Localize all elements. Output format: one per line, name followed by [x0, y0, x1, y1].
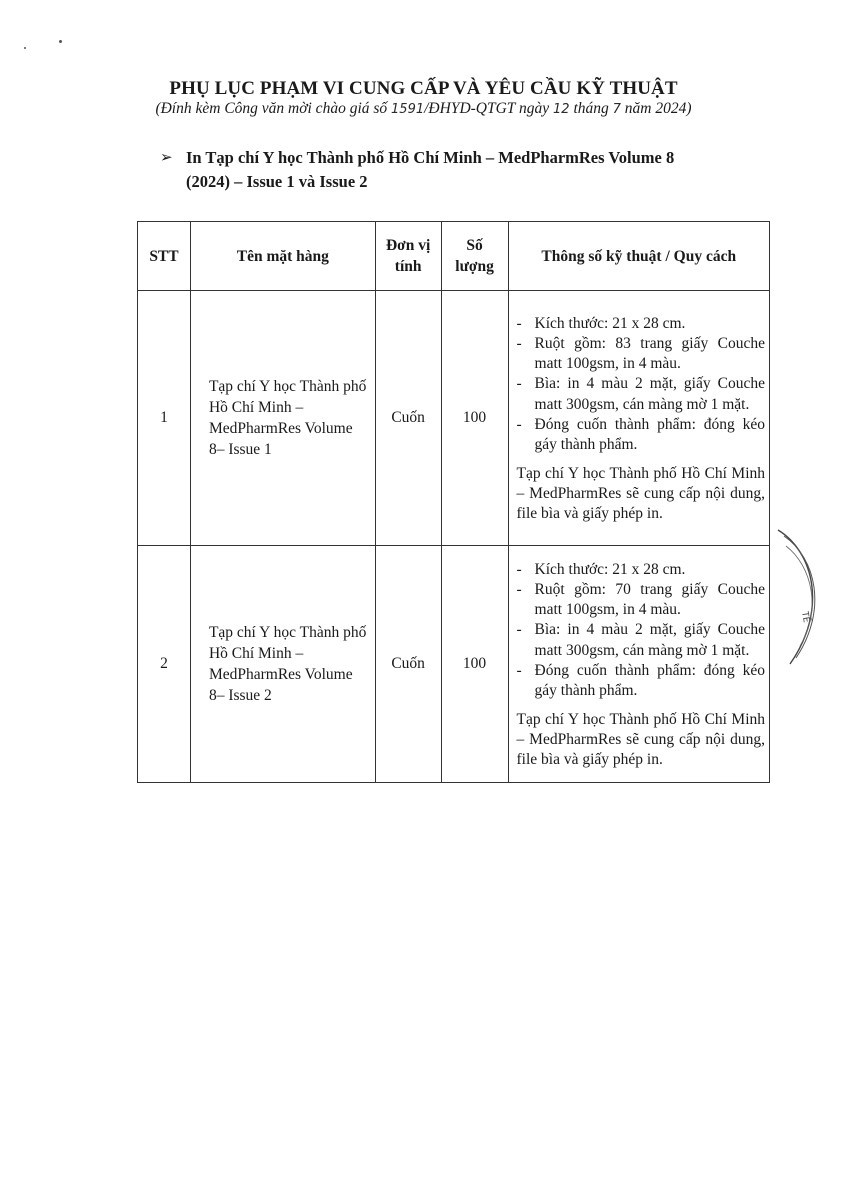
header-name: Tên mặt hàng: [190, 222, 375, 291]
header-quantity-line-1: Số: [466, 237, 483, 254]
spec-item: - Đóng cuốn thành phẩm: đóng kéo gáy thành phẩm.: [513, 661, 765, 702]
header-quantity: [441, 222, 508, 291]
section-heading: [160, 146, 760, 194]
handwritten-month: 7: [612, 102, 621, 117]
subtitle-middle-2: tháng: [569, 100, 613, 117]
stamp-arc-icon: [742, 522, 847, 672]
arrow-bullet-icon: ➢: [160, 150, 173, 166]
scan-speck: [24, 47, 26, 49]
cell-item-name: Tạp chí Y học Thành phố Hồ Chí Minh – MedPharmRes Volume 8– Issue 2: [190, 546, 375, 783]
cell-unit: Cuốn: [375, 546, 441, 783]
spec-item: - Bìa: in 4 màu 2 mặt, giấy Couche matt 300gsm, cán màng mờ 1 mặt.: [513, 620, 765, 661]
document-subtitle: [0, 100, 847, 118]
table-header-row: [138, 222, 770, 291]
spec-item: - Kích thước: 21 x 28 cm.: [513, 314, 765, 334]
heading-line-1: In Tạp chí Y học Thành phố Hồ Chí Minh – MedPharmRes Volume 8: [186, 148, 675, 167]
header-unit: [375, 222, 441, 291]
cell-stt: 1: [138, 291, 191, 546]
scan-speck: [59, 40, 62, 43]
handwritten-number: 1591: [391, 102, 425, 117]
spec-item: - Bìa: in 4 màu 2 mặt, giấy Couche matt 300gsm, cán màng mờ 1 mặt.: [513, 374, 765, 415]
cell-unit: Cuốn: [375, 291, 441, 546]
table-row: [138, 546, 770, 783]
spec-item: - Ruột gồm: 83 trang giấy Couche matt 100gsm, in 4 màu.: [513, 334, 765, 375]
cell-stt: 2: [138, 546, 191, 783]
document-title: PHỤ LỤC PHẠM VI CUNG CẤP VÀ YÊU CẦU KỸ THUẬT: [169, 78, 678, 99]
header-unit-line-2: tính: [394, 258, 422, 275]
subtitle-middle-1: /ĐHYD-QTGT ngày: [424, 100, 554, 117]
spec-list: [513, 314, 765, 456]
heading-line-2: (2024) – Issue 1 và Issue 2: [186, 172, 368, 191]
header-unit-line-1: Đơn vị: [385, 237, 431, 254]
cell-quantity: 100: [441, 291, 508, 546]
stamp-text: TẾ: [799, 610, 811, 624]
header-specification: Thông số kỹ thuật / Quy cách: [508, 222, 769, 291]
header-quantity-line-2: lượng: [455, 258, 494, 275]
specification-table: [137, 221, 770, 783]
cell-specification: [508, 546, 769, 783]
header-stt: STT: [138, 222, 191, 291]
handwritten-day: 12: [553, 102, 570, 117]
spec-list: [513, 560, 765, 702]
spec-item: - Ruột gồm: 70 trang giấy Couche matt 100gsm, in 4 màu.: [513, 580, 765, 621]
spec-note: Tạp chí Y học Thành phố Hồ Chí Minh – MedPharmRes sẽ cung cấp nội dung, file bìa và giấy phép in.: [516, 464, 765, 523]
cell-quantity: 100: [441, 546, 508, 783]
spec-item: - Đóng cuốn thành phẩm: đóng kéo gáy thành phẩm.: [513, 415, 765, 456]
spec-note: Tạp chí Y học Thành phố Hồ Chí Minh – MedPharmRes sẽ cung cấp nội dung, file bìa và giấy phép in.: [516, 710, 765, 769]
spec-item: - Kích thước: 21 x 28 cm.: [513, 560, 765, 580]
subtitle-prefix: (Đính kèm Công văn mời chào giá số: [155, 100, 392, 117]
cell-specification: [508, 291, 769, 546]
table-row: [138, 291, 770, 546]
stamp-fragment: [742, 522, 847, 672]
cell-item-name: Tạp chí Y học Thành phố Hồ Chí Minh – MedPharmRes Volume 8– Issue 1: [190, 291, 375, 546]
subtitle-suffix: năm 2024): [620, 100, 692, 117]
